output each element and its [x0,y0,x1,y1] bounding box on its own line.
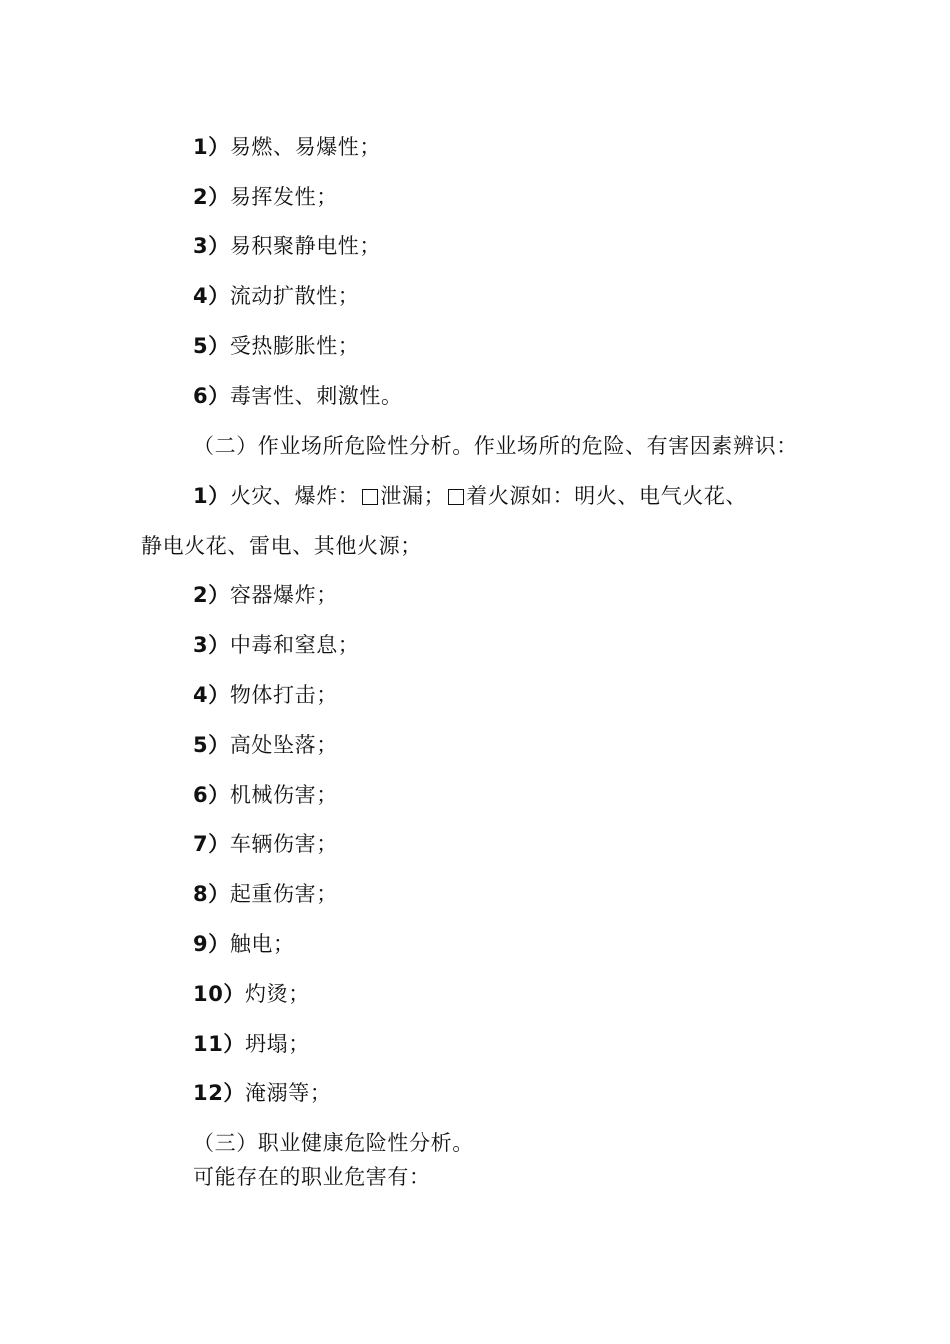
list-item-continuation: 静电火花、雷电、其他火源； [141,534,422,558]
item-text: 火灾、爆炸： [229,484,360,508]
item-text: 灼烫； [245,982,310,1006]
item-text: 车辆伤害； [229,832,338,856]
item-number: 5） [193,733,230,757]
item-number: 7） [193,832,230,856]
list-item [193,832,338,856]
item-text: 坍塌； [245,1032,310,1056]
item-text: 淹溺等； [245,1081,332,1105]
item-number: 6） [193,783,230,807]
section-heading-workplace: （二）作业场所危险性分析。作业场所的危险、有害因素辨识： [193,434,798,458]
checkbox-square-icon [362,489,378,505]
item-number: 6） [193,384,230,408]
item-number: 1） [193,135,230,159]
item-number: 4） [193,284,230,308]
item-number: 2） [193,583,230,607]
section-heading-health: （三）职业健康危险性分析。 [193,1131,474,1155]
item-text: 高处坠落； [229,733,338,757]
item-number: 2） [193,185,230,209]
item-text: 受热膨胀性； [229,334,360,358]
list-item [193,982,310,1006]
list-item [193,882,338,906]
item-text: 易挥发性； [229,185,338,209]
list-item [193,1081,331,1105]
item-text: 中毒和窒息； [229,633,360,657]
item-number: 11） [193,1032,246,1056]
list-item [193,783,338,807]
item-text: 流动扩散性； [229,284,360,308]
list-item [193,384,403,408]
item-number: 9） [193,932,230,956]
item-number: 8） [193,882,230,906]
item-text: 容器爆炸； [229,583,338,607]
list-item [193,633,359,657]
item-text: 触电； [229,932,295,956]
section-intro-text: 可能存在的职业危害有： [193,1165,431,1189]
list-item [193,683,338,707]
item-text: 起重伤害； [229,882,338,906]
item-text: 泄漏； [380,484,446,508]
list-item [193,185,338,209]
item-text: 机械伤害； [229,783,338,807]
item-text: 易积聚静电性； [229,234,382,258]
item-number: 5） [193,334,230,358]
list-item [193,334,359,358]
checkbox-square-icon [448,489,464,505]
item-number: 12） [193,1081,246,1105]
item-number: 4） [193,683,230,707]
item-number: 1） [193,484,230,508]
list-item [193,234,381,258]
list-item [193,284,359,308]
item-number: 3） [193,234,230,258]
item-number: 3） [193,633,230,657]
item-text: 易燃、易爆性； [229,135,382,159]
list-item [193,583,338,607]
list-item [193,733,338,757]
item-text: 着火源如：明火、电气火花、 [466,484,748,508]
list-item [193,135,381,159]
list-item [193,484,747,508]
list-item [193,1032,310,1056]
item-text: 毒害性、刺激性。 [229,384,403,408]
item-text: 物体打击； [229,683,338,707]
item-number: 10） [193,982,246,1006]
list-item [193,932,295,956]
